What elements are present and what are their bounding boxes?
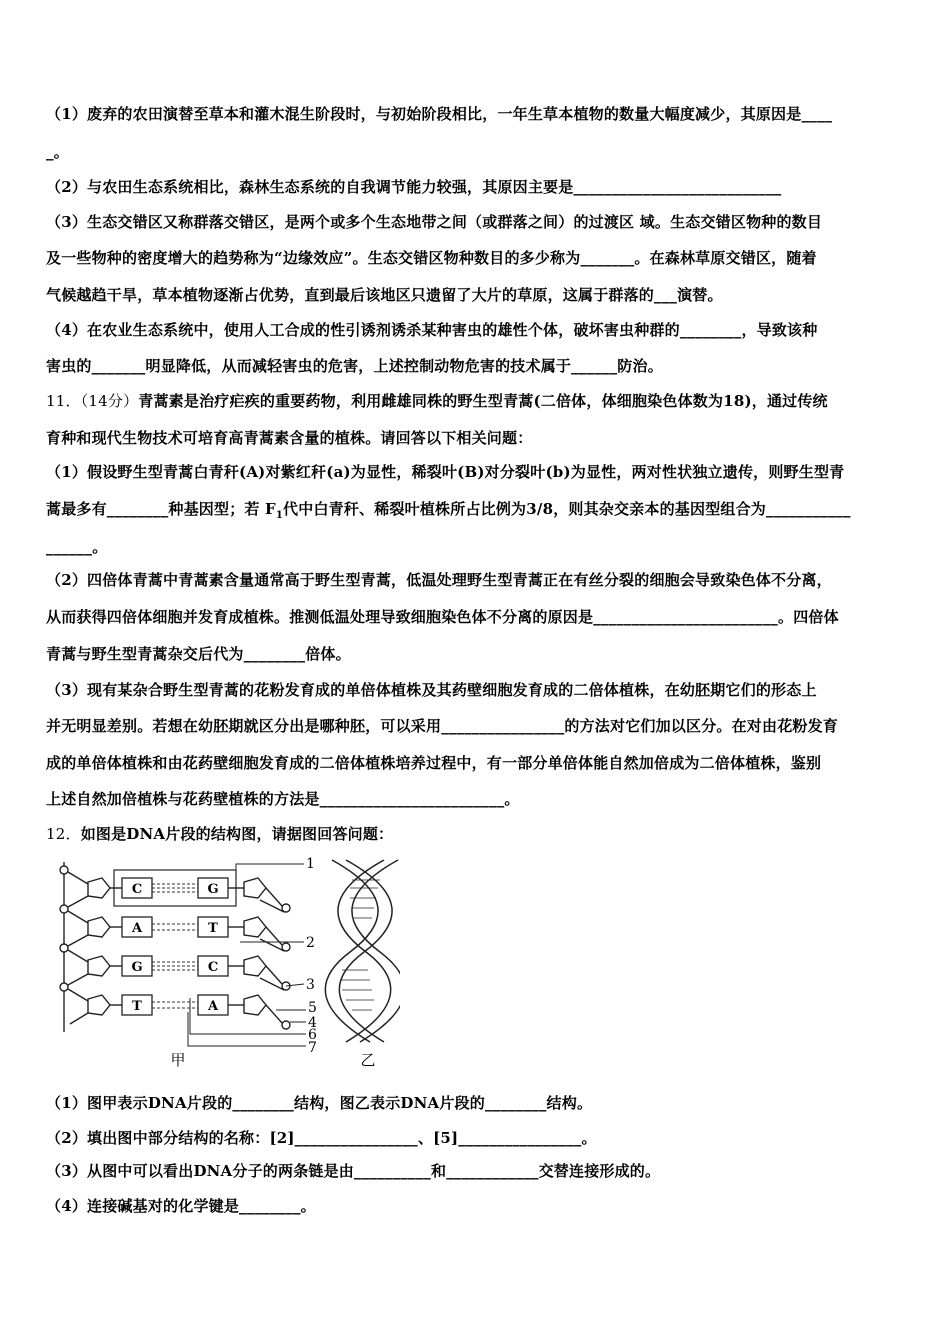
q11-intro-text: 青蒿素是治疗疟疾的重要药物，利用雌雄同株的野生型青蒿(二倍体，体细胞染色体数为18)，通过传统	[138, 392, 828, 410]
q12-part3: （3）从图中可以看出DNA分子的两条链是由__________和____________交替连接形成的。	[46, 1162, 661, 1180]
q12-intro-text: 如图是DNA片段的结构图，请据图回答问题：	[80, 825, 394, 843]
q11-part3-line2: 并无明显差别。若想在幼胚期就区分出是哪种胚，可以采用________________的方法对它们加以区分。在对由花粉发育	[46, 717, 839, 735]
q10-part1-line2: _。	[46, 143, 69, 161]
q11-part1-line1: （1）假设野生型青蒿白青秆(A)对紫红秆(a)为显性，稀裂叶(B)对分裂叶(b)为显性，两对性状独立遗传，则野生型青	[46, 463, 845, 481]
q11-part2-line2: 从而获得四倍体细胞并发育成植株。推测低温处理导致细胞染色体不分离的原因是________________________。四倍体	[46, 608, 839, 626]
q11-part1-line2-b: 代中白青秆、稀裂叶植株所占比例为3/8，则其杂交亲本的基因型组合为___________	[283, 500, 851, 518]
base-left-2: A	[131, 921, 143, 936]
q10-part2: （2）与农田生态系统相比，森林生态系统的自我调节能力较强，其原因主要是___________________________	[46, 178, 782, 196]
q10-part3-line3: 气候越趋干旱，草本植物逐渐占优势，直到最后该地区只遗留了大片的草原，这属于群落的___演替。	[46, 286, 723, 304]
q10-part4-line1: （4）在农业生态系统中，使用人工合成的性引诱剂诱杀某种害虫的雄性个体，破坏害虫种群的________，导致该种	[46, 321, 818, 339]
q11-part1-line3: ______。	[46, 538, 108, 556]
dna-structure-figure	[50, 852, 400, 1067]
q11-part3-line1: （3）现有某杂合野生型青蒿的花粉发育成的单倍体植株及其药壁细胞发育成的二倍体植株，在幼胚期它们的形态上	[46, 681, 817, 699]
base-right-4: A	[207, 999, 219, 1014]
q11-part2-line3: 青蒿与野生型青蒿杂交后代为________倍体。	[46, 645, 351, 663]
q11-intro-line1	[46, 390, 828, 411]
base-left-1: C	[131, 882, 143, 897]
q11-number: 11．（14分）	[46, 392, 139, 410]
base-left-3: G	[131, 960, 143, 975]
label-5: 5	[308, 1000, 317, 1016]
q11-part1-line2-a: 蒿最多有________种基因型；若 F	[46, 500, 276, 518]
q12-number: 12．	[46, 825, 81, 843]
q11-part3-line4: 上述自然加倍植株与花药壁植株的方法是________________________。	[46, 790, 520, 808]
q12-part1: （1）图甲表示DNA片段的________结构，图乙表示DNA片段的________结构。	[46, 1094, 593, 1112]
caption-right: 乙	[360, 1051, 376, 1067]
label-2: 2	[306, 935, 315, 951]
q11-part2-line1: （2）四倍体青蒿中青蒿素含量通常高于野生型青蒿，低温处理野生型青蒿正在有丝分裂的细胞会导致染色体不分离，	[46, 571, 832, 589]
q10-part3-line1: （3）生态交错区又称群落交错区，是两个或多个生态地带之间（或群落之间）的过渡区 域。生态交错区物种的数目	[46, 213, 823, 231]
base-right-1: G	[207, 882, 219, 897]
base-right-3: C	[207, 960, 219, 975]
strand-backbone-right	[228, 878, 290, 1029]
label-1: 1	[306, 856, 315, 872]
label-7: 7	[308, 1040, 317, 1056]
label-4: 4	[308, 1015, 317, 1031]
caption-left: 甲	[170, 1051, 186, 1067]
q11-intro-line2: 育种和现代生物技术可培育高青蒿素含量的植株。请回答以下相关问题：	[46, 429, 533, 447]
q10-part3-line2: 及一些物种的密度增大的趋势称为“边缘效应”。生态交错区物种数目的多少称为_______。在森林草原交错区，随着	[46, 249, 817, 267]
q11-part1-line2	[46, 498, 851, 521]
q11-part3-line3: 成的单倍体植株和由花药壁细胞发育成的二倍体植株培养过程中，有一部分单倍体能自然加倍成为二倍体植株，鉴别	[46, 754, 822, 772]
q12-part4: （4）连接碱基对的化学键是________。	[46, 1197, 316, 1215]
base-left-4: T	[132, 999, 142, 1014]
base-right-2: T	[208, 921, 218, 936]
label-3: 3	[306, 977, 315, 993]
q12-part2: （2）填出图中部分结构的名称：[2]________________、[5]________________。	[46, 1129, 597, 1147]
label-6: 6	[308, 1027, 317, 1043]
q10-part4-line2: 害虫的_______明显降低，从而减轻害虫的危害，上述控制动物危害的技术属于______防治。	[46, 357, 663, 375]
strand-backbone-left	[60, 862, 122, 1032]
hydrogen-bonds	[152, 884, 198, 1008]
double-helix-diagram	[325, 860, 400, 1042]
q10-part1-line1: （1）废弃的农田演替至草本和灌木混生阶段时，与初始阶段相比，一年生草本植物的数量大幅度减少，其原因是____	[46, 105, 833, 123]
q12-intro	[46, 823, 393, 844]
f1-subscript: 1	[275, 510, 284, 521]
